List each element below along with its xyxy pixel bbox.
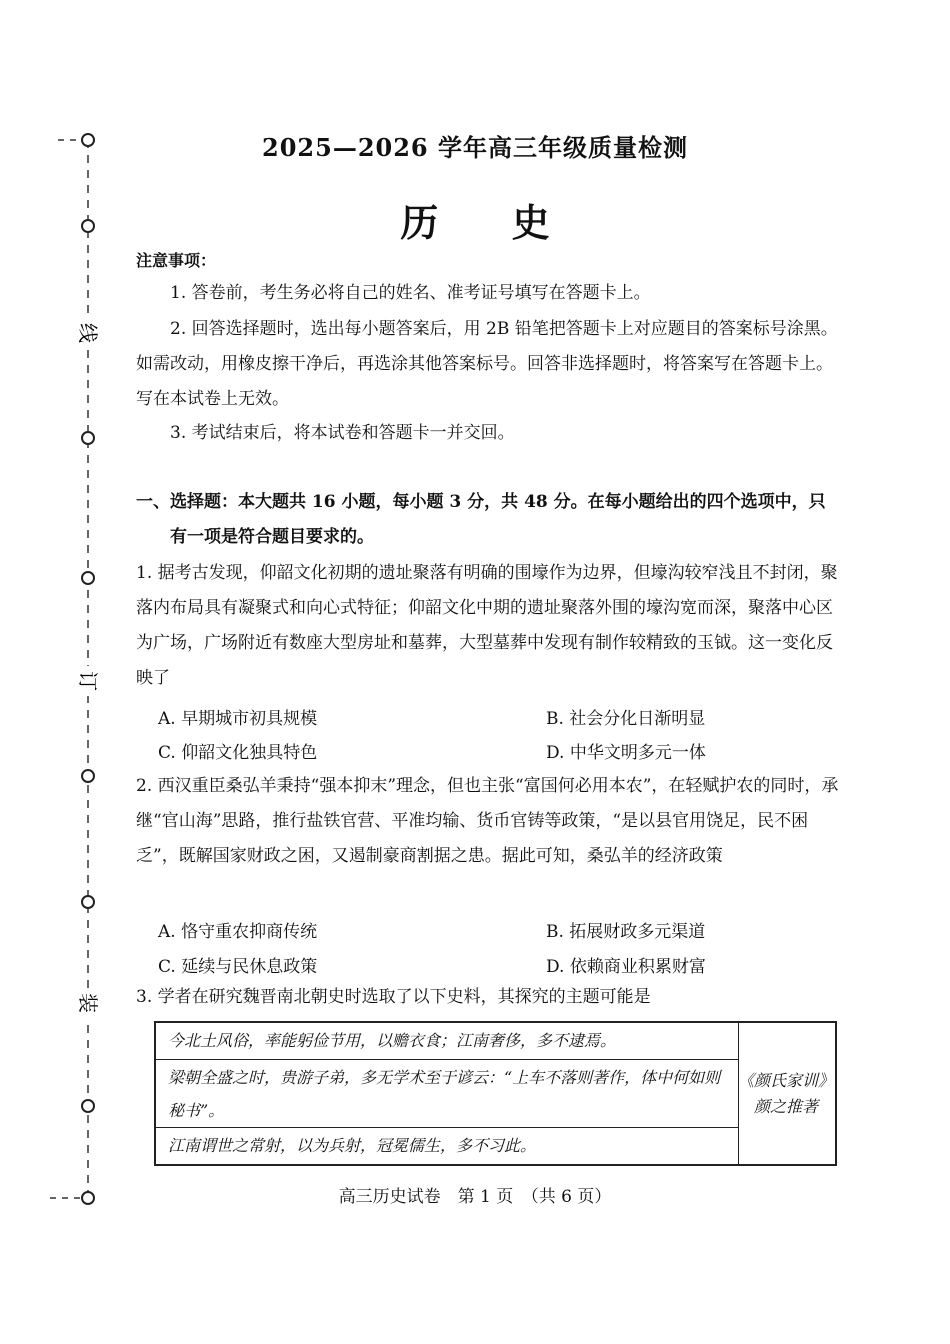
exam-title: 2025—2026 学年高三年级质量检测 [262, 133, 688, 162]
question-1-option-b: B. 社会分化日渐明显 [546, 709, 706, 729]
question-2-option-b: B. 拓展财政多元渠道 [546, 922, 706, 942]
question-1-stem: 1. 据考古发现，仰韶文化初期的遗址聚落有明确的围壕作为边界，但壕沟较窄浅且不封闭，聚落内布局具有凝聚式和向心式特征；仰韶文化中期的遗址聚落外围的壕沟宽而深，聚落中心区为广场，广场附近有数座大型房址和墓葬，大型墓葬中发现有制作较精致的玉钺。这一变化反映了 [136, 563, 838, 688]
question-3-stem: 3. 学者在研究魏晋南北朝史时选取了以下史料，其探究的主题可能是 [136, 987, 651, 1007]
question-2-option-a: A. 恪守重农抑商传统 [158, 922, 318, 942]
notice-item-3: 3. 考试结束后，将本试卷和答题卡一并交回。 [170, 423, 515, 443]
binding-char-line: 线 [76, 323, 100, 343]
source-citation [737, 1023, 835, 1164]
source-table [154, 1021, 837, 1166]
binding-margin [0, 0, 110, 1230]
subject-title: 历 史 [400, 200, 580, 245]
section-heading-line1: 一、选择题：本大题共 16 小题，每小题 3 分，共 48 分。在每小题给出的四个选项中，只 [136, 492, 826, 512]
question-1-option-c: C. 仰韶文化独具特色 [158, 743, 318, 763]
source-book-title: 《颜氏家训》 [737, 1070, 834, 1090]
binding-char-bind: 订 [76, 671, 100, 691]
question-2-stem: 2. 西汉重臣桑弘羊秉持“强本抑末”理念，但也主张“富国何必用本农”，在轻赋护农的同时，承继“官山海”思路，推行盐铁官营、平准均输、货币官铸等政策，“是以县官用饶足，民不困乏”，既解国家财政之困，又遏制豪商割据之患。据此可知，桑弘羊的经济政策 [136, 776, 839, 866]
binding-char-pack: 装 [76, 993, 100, 1013]
question-1-option-d: D. 中华文明多元一体 [546, 743, 706, 763]
source-author: 颜之推著 [753, 1096, 818, 1116]
question-1-option-a: A. 早期城市初具规模 [158, 709, 318, 729]
question-2-option-d: D. 依赖商业积累财富 [546, 957, 706, 977]
source-row-2: 梁朝全盛之时，贵游子弟，多无学术至于谚云：“上车不落则著作，体中何如则秘书”。 [156, 1060, 739, 1128]
source-row-1: 今北土风俗，率能躬俭节用，以赡衣食；江南奢侈，多不逮焉。 [156, 1023, 739, 1060]
notice-item-2: 2. 回答选择题时，选出每小题答案后，用 2B 铅笔把答题卡上对应题目的答案标号涂黑。如需改动，用橡皮擦干净后，再选涂其他答案标号。回答非选择题时，将答案写在答题卡上。写在本试卷上无效。 [136, 319, 838, 409]
page-footer: 高三历史试卷 第 1 页 （共 6 页） [338, 1187, 612, 1207]
notice-heading: 注意事项： [136, 251, 217, 270]
notice-item-1: 1. 答卷前，考生务必将自己的姓名、准考证号填写在答题卡上。 [170, 283, 651, 303]
section-heading-line2: 有一项是符合题目要求的。 [170, 527, 374, 547]
question-2-option-c: C. 延续与民休息政策 [158, 957, 318, 977]
source-row-3: 江南谓世之常射，以为兵射，冠冕儒生，多不习此。 [156, 1128, 739, 1164]
